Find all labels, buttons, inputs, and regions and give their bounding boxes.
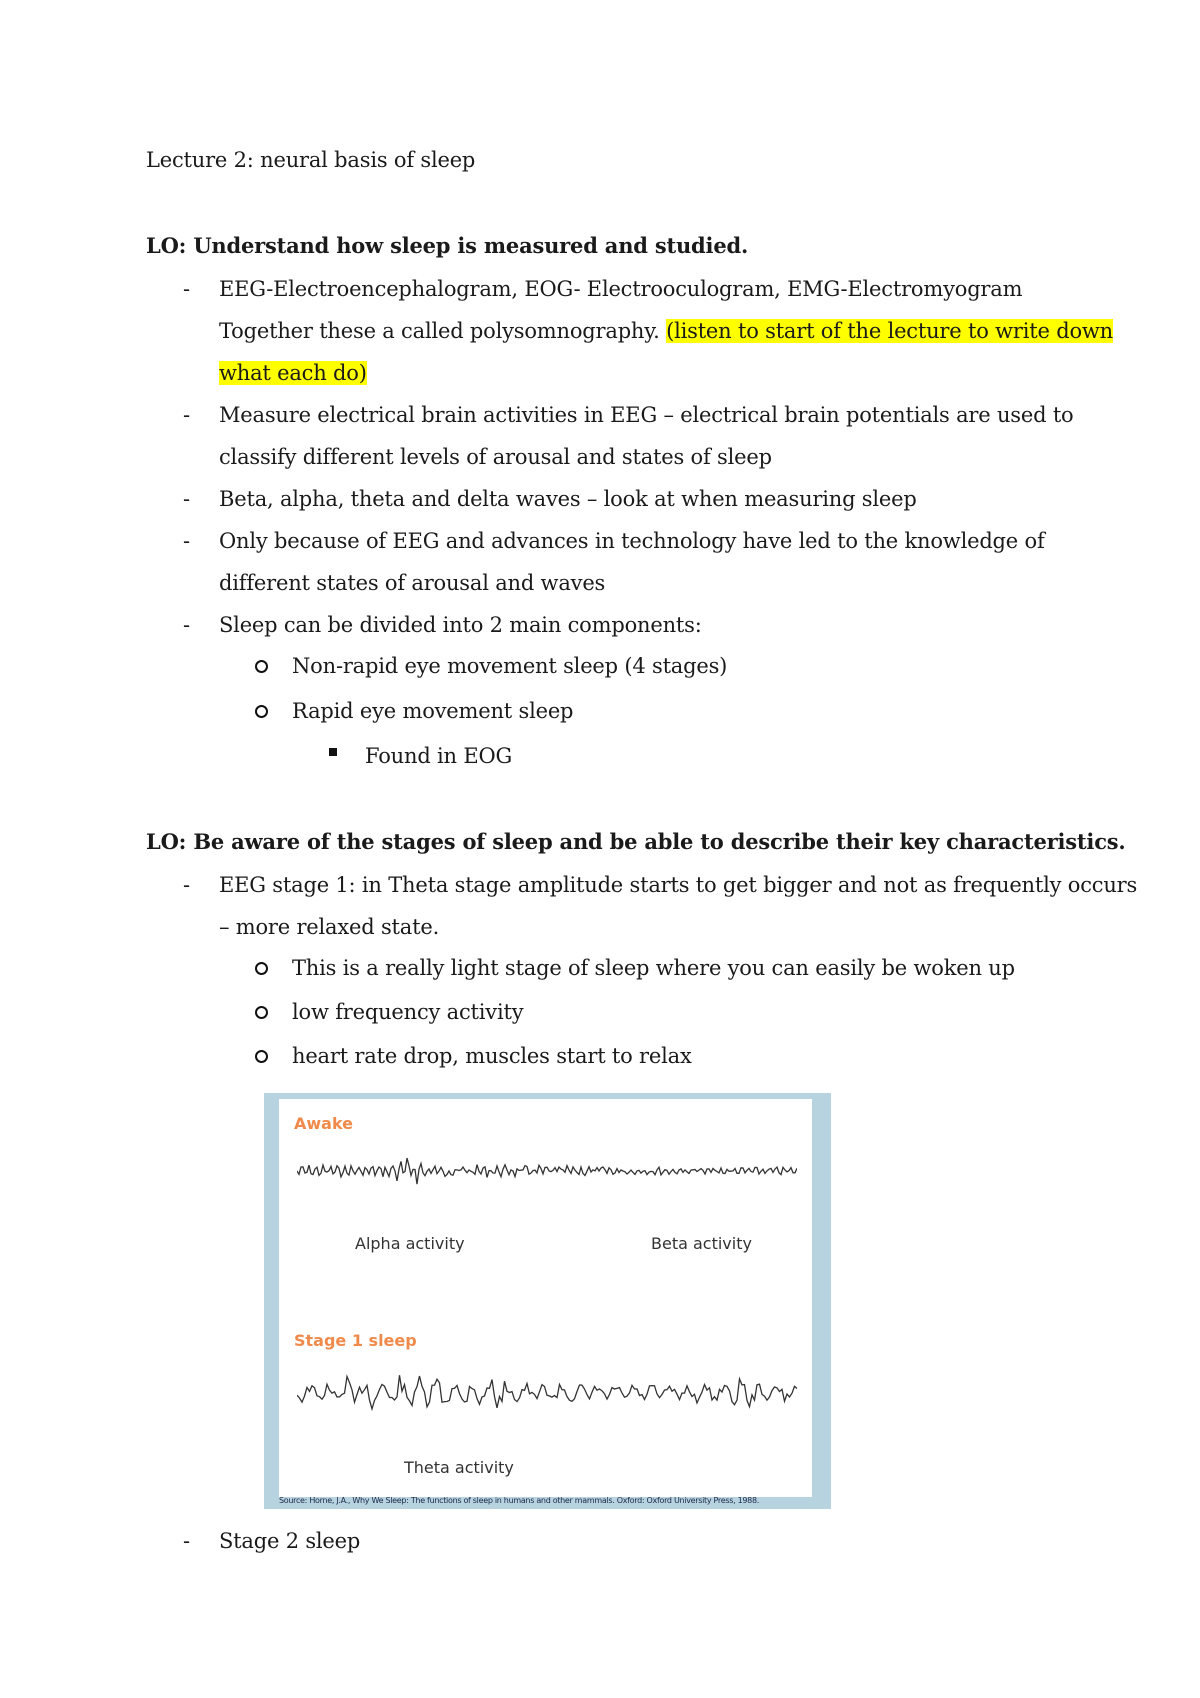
s1-bullet1-line3	[219, 360, 367, 386]
alpha-label: Alpha activity	[355, 1234, 465, 1253]
s1-bullet1-line2	[219, 318, 1113, 344]
eeg-figure-panel	[279, 1099, 812, 1497]
theta-label: Theta activity	[404, 1458, 514, 1477]
circle-bullet-icon	[255, 962, 268, 975]
eeg-figure	[264, 1093, 831, 1509]
s1-bullet1-line1: EEG-Electroencephalogram, EOG- Electrooculogram, EMG-Electromyogram	[219, 277, 1023, 301]
stage1-eeg-trace	[297, 1363, 797, 1423]
circle-bullet-icon	[255, 660, 268, 673]
s1-bullet4-line1: Only because of EEG and advances in technology have led to the knowledge of	[219, 529, 1045, 553]
s1-bullet4-line2: different states of arousal and waves	[219, 571, 606, 595]
s1-bullet3: Beta, alpha, theta and delta waves – look at when measuring sleep	[219, 487, 917, 511]
s1-bullet2-line2: classify different levels of arousal and states of sleep	[219, 445, 772, 469]
stage1-title: Stage 1 sleep	[294, 1331, 417, 1350]
awake-eeg-trace	[297, 1151, 797, 1191]
highlight-note: (listen to start of the lecture to write down	[666, 319, 1113, 343]
s1-bullet2-line1: Measure electrical brain activities in EEG – electrical brain potentials are used to	[219, 403, 1074, 427]
s2-bullet2: Stage 2 sleep	[219, 1529, 361, 1553]
dash-bullet: -	[183, 1529, 191, 1553]
circle-bullet-icon	[255, 705, 268, 718]
awake-title: Awake	[294, 1114, 354, 1133]
dash-bullet: -	[183, 873, 191, 897]
s2-sub1: This is a really light stage of sleep where you can easily be woken up	[292, 956, 1015, 980]
document-title: Lecture 2: neural basis of sleep	[146, 148, 476, 172]
dash-bullet: -	[183, 529, 191, 553]
circle-bullet-icon	[255, 1006, 268, 1019]
dash-bullet: -	[183, 613, 191, 637]
s2-sub2: low frequency activity	[292, 1000, 524, 1024]
beta-label: Beta activity	[651, 1234, 752, 1253]
dash-bullet: -	[183, 487, 191, 511]
circle-bullet-icon	[255, 1050, 268, 1063]
dash-bullet: -	[183, 277, 191, 301]
square-bullet-icon	[329, 748, 337, 756]
section1-heading: LO: Understand how sleep is measured and studied.	[146, 233, 749, 258]
s2-sub3: heart rate drop, muscles start to relax	[292, 1044, 692, 1068]
s1-sub1: Non-rapid eye movement sleep (4 stages)	[292, 654, 728, 678]
highlight-note-cont: what each do)	[219, 361, 367, 385]
s1-sub2: Rapid eye movement sleep	[292, 699, 574, 723]
s2-bullet1-line2: – more relaxed state.	[219, 915, 440, 939]
s2-bullet1-line1: EEG stage 1: in Theta stage amplitude starts to get bigger and not as frequently occurs	[219, 873, 1138, 897]
s1-subsub1: Found in EOG	[365, 744, 513, 768]
section2-heading: LO: Be aware of the stages of sleep and be able to describe their key characteristics.	[146, 829, 1126, 854]
s1-bullet5: Sleep can be divided into 2 main components:	[219, 613, 702, 637]
s1-bullet1-line2-text: Together these a called polysomnography.	[219, 319, 667, 343]
figure-source: Source: Horne, J.A., Why We Sleep: The functions of sleep in humans and other mammals. Oxford: Oxford University Press, 1988.	[279, 1497, 759, 1505]
dash-bullet: -	[183, 403, 191, 427]
